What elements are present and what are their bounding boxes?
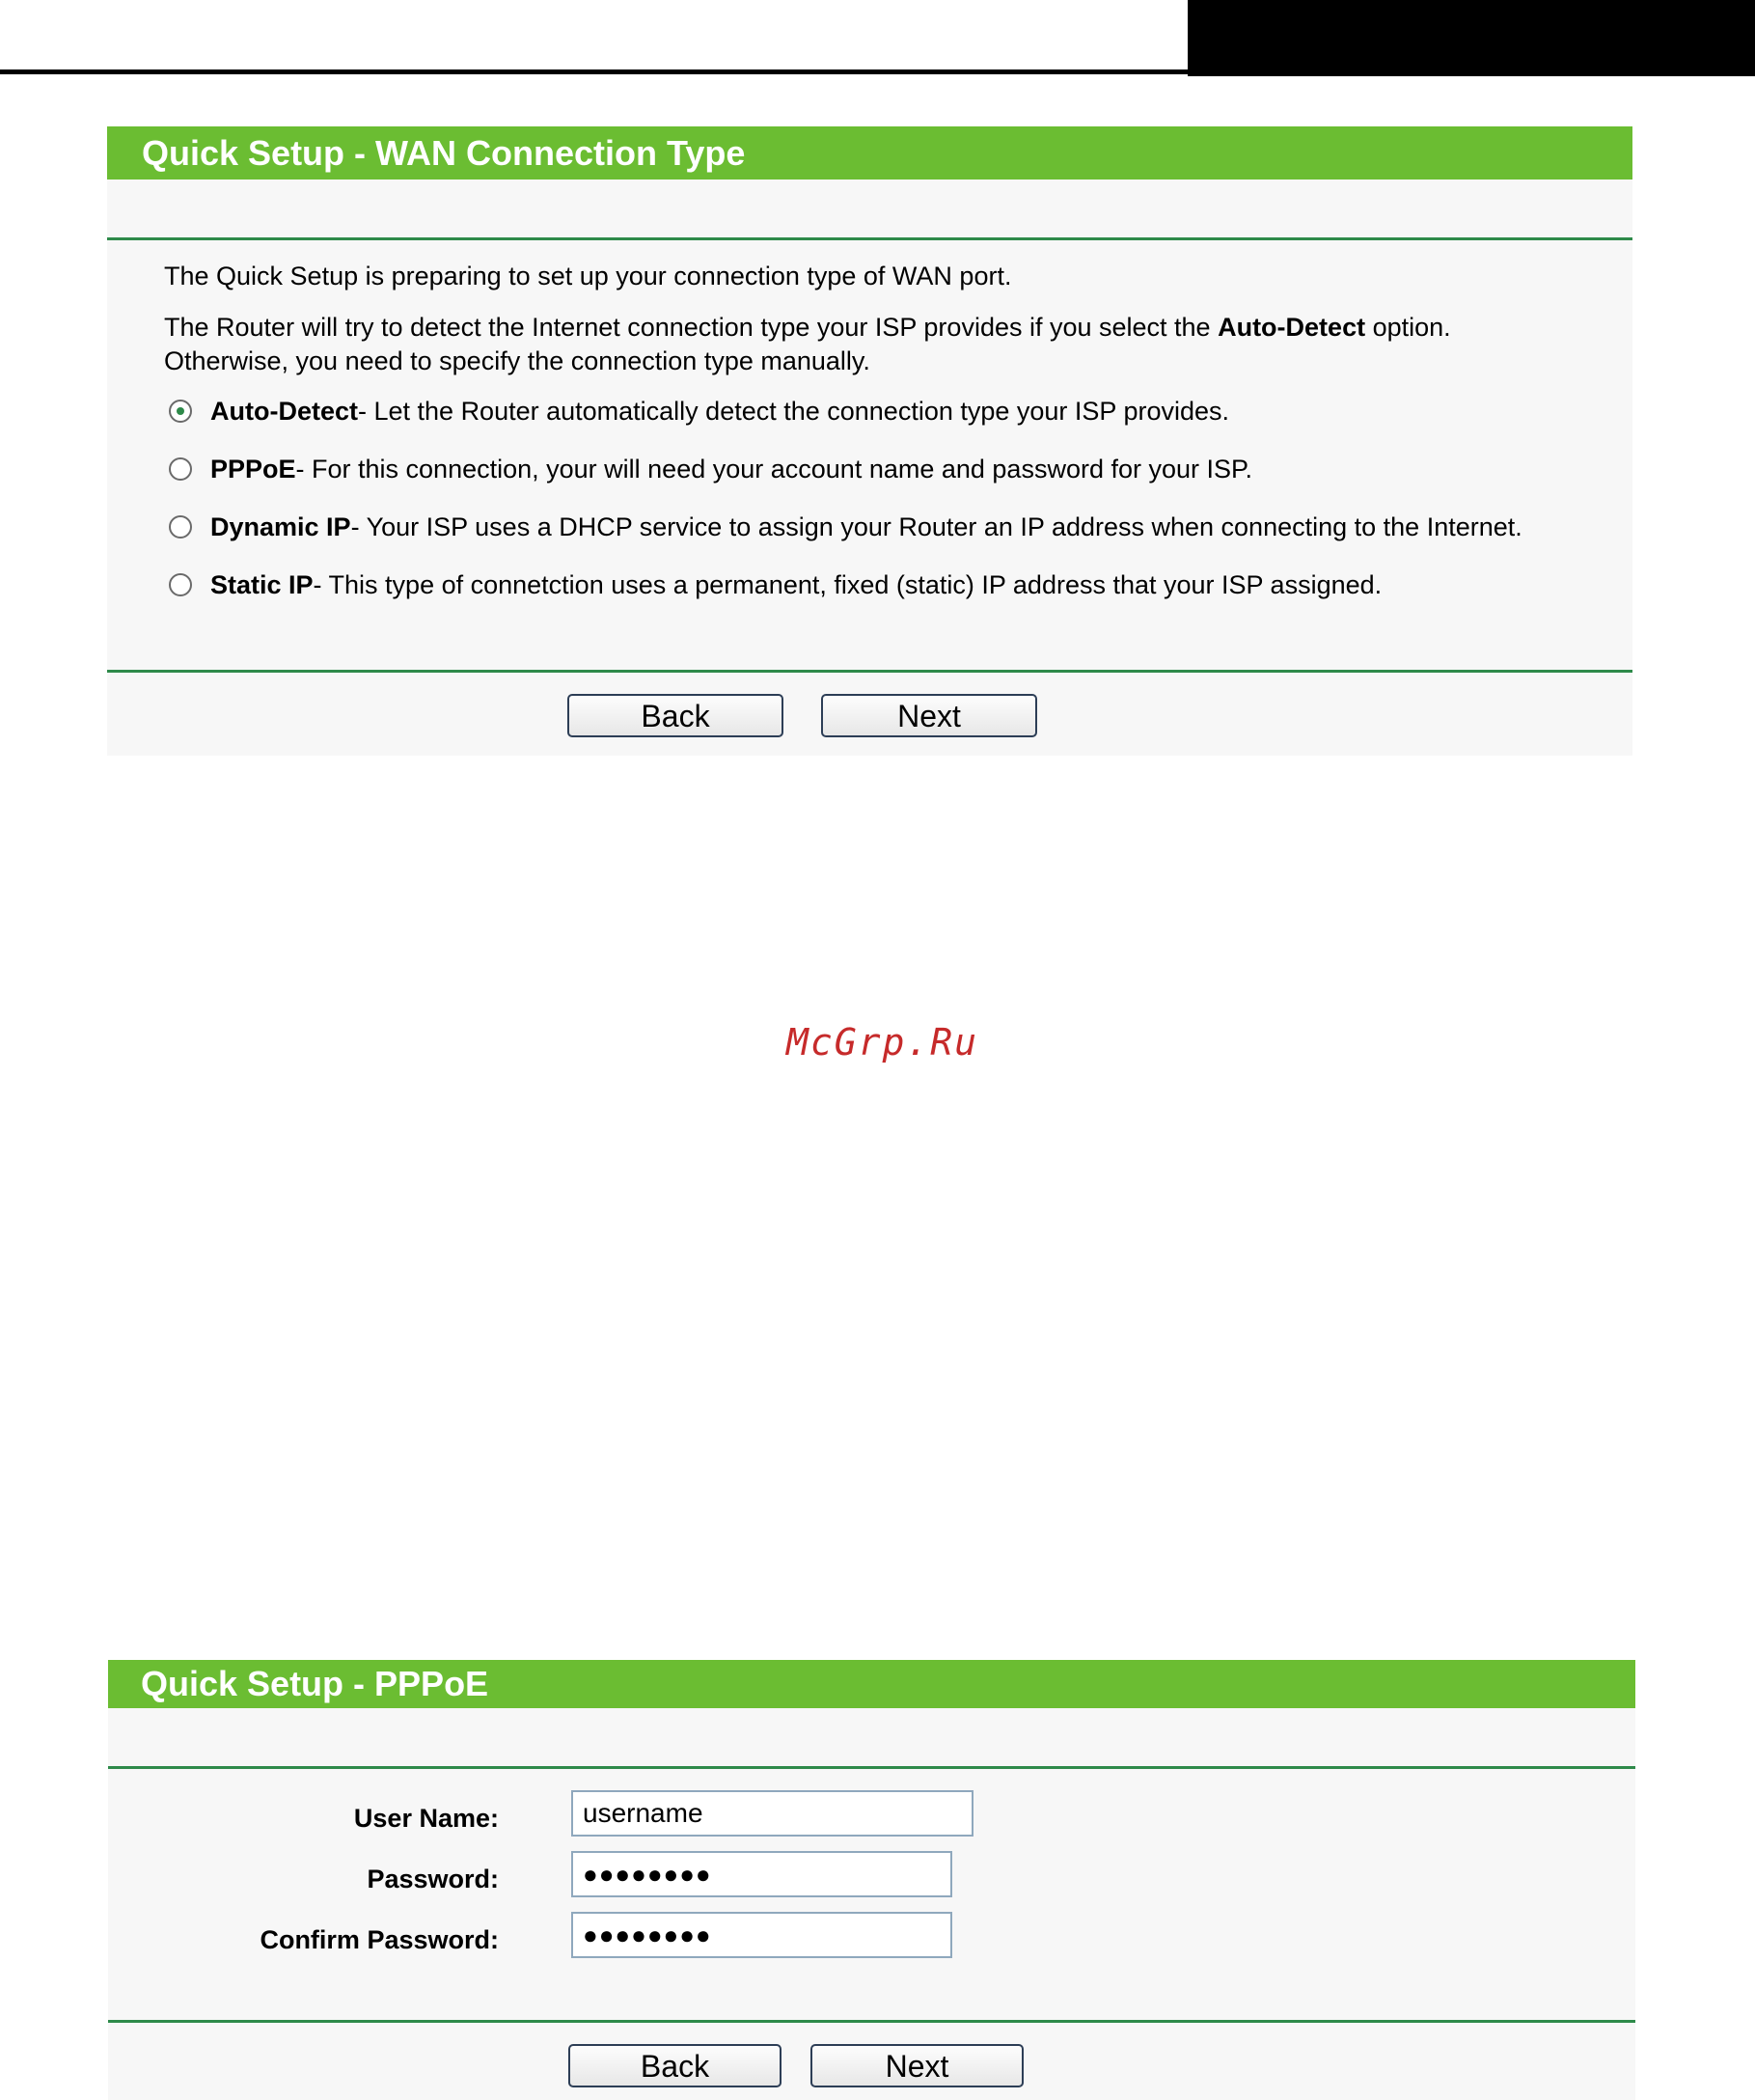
top-rule (0, 69, 1196, 74)
option-desc: - Let the Router automatically detect the connection type your ISP provides. (358, 396, 1230, 426)
content-bottom-space (164, 614, 1632, 670)
option-name: PPPoE (210, 454, 296, 484)
option-desc: - This type of connetction uses a permanent, fixed (static) IP address that your ISP assigned. (313, 569, 1383, 599)
pppoe-panel (108, 1660, 1635, 2100)
button-row (107, 673, 1632, 756)
option-name: Dynamic IP (210, 511, 351, 541)
next-button[interactable]: Next (821, 694, 1037, 737)
form-bottom-space (108, 1973, 1635, 2020)
password-row (108, 1851, 1635, 1912)
intro-detect-tail: option. (1365, 313, 1451, 342)
option-name: Auto-Detect (210, 396, 358, 426)
back-button[interactable]: Back (568, 2044, 782, 2087)
password-input[interactable]: ●●●●●●●● (571, 1851, 952, 1897)
panel-spacer (108, 1708, 1635, 1766)
option-desc: - For this connection, your will need your account name and password for your ISP. (295, 454, 1253, 484)
intro-detect-text (164, 311, 1632, 345)
radio-pppoe[interactable] (169, 457, 192, 481)
wan-content (107, 240, 1632, 670)
intro-text: The Quick Setup is preparing to set up your connection type of WAN port. (164, 262, 1012, 290)
option-dynamic-ip[interactable] (164, 498, 1632, 556)
option-static-ip[interactable] (164, 556, 1632, 614)
option-pppoe[interactable] (164, 440, 1632, 498)
username-input[interactable]: username (571, 1790, 973, 1837)
intro-detect-part: The Router will try to detect the Internet connection type your ISP provides if you select the (164, 313, 1219, 342)
option-auto-detect[interactable] (164, 382, 1632, 440)
panel-title: Quick Setup - PPPoE (108, 1660, 1635, 1708)
next-button[interactable]: Next (810, 2044, 1024, 2087)
password-label: Password: (367, 1865, 499, 1893)
option-desc: - Your ISP uses a DHCP service to assign your Router an IP address when connecting to the Internet. (350, 511, 1522, 541)
button-row (108, 2023, 1635, 2100)
intro-manual-text: Otherwise, you need to specify the connection type manually. (164, 346, 870, 375)
panel-title: Quick Setup - WAN Connection Type (107, 126, 1632, 180)
username-label: User Name: (353, 1804, 499, 1833)
radio-auto-detect[interactable] (169, 400, 192, 423)
intro-detect-bold: Auto-Detect (1218, 313, 1366, 342)
confirm-password-input[interactable]: ●●●●●●●● (571, 1912, 952, 1958)
watermark-text: McGrp.Ru (786, 1021, 979, 1064)
confirm-password-label: Confirm Password: (260, 1925, 499, 1954)
pppoe-form (108, 1769, 1635, 2020)
wan-connection-panel (107, 126, 1632, 756)
top-black-block (1188, 0, 1755, 76)
option-name: Static IP (210, 569, 314, 599)
panel-spacer (107, 180, 1632, 237)
confirm-password-row (108, 1912, 1635, 1973)
radio-static-ip[interactable] (169, 573, 192, 596)
back-button[interactable]: Back (567, 694, 783, 737)
username-row (108, 1790, 1635, 1851)
radio-dynamic-ip[interactable] (169, 515, 192, 539)
